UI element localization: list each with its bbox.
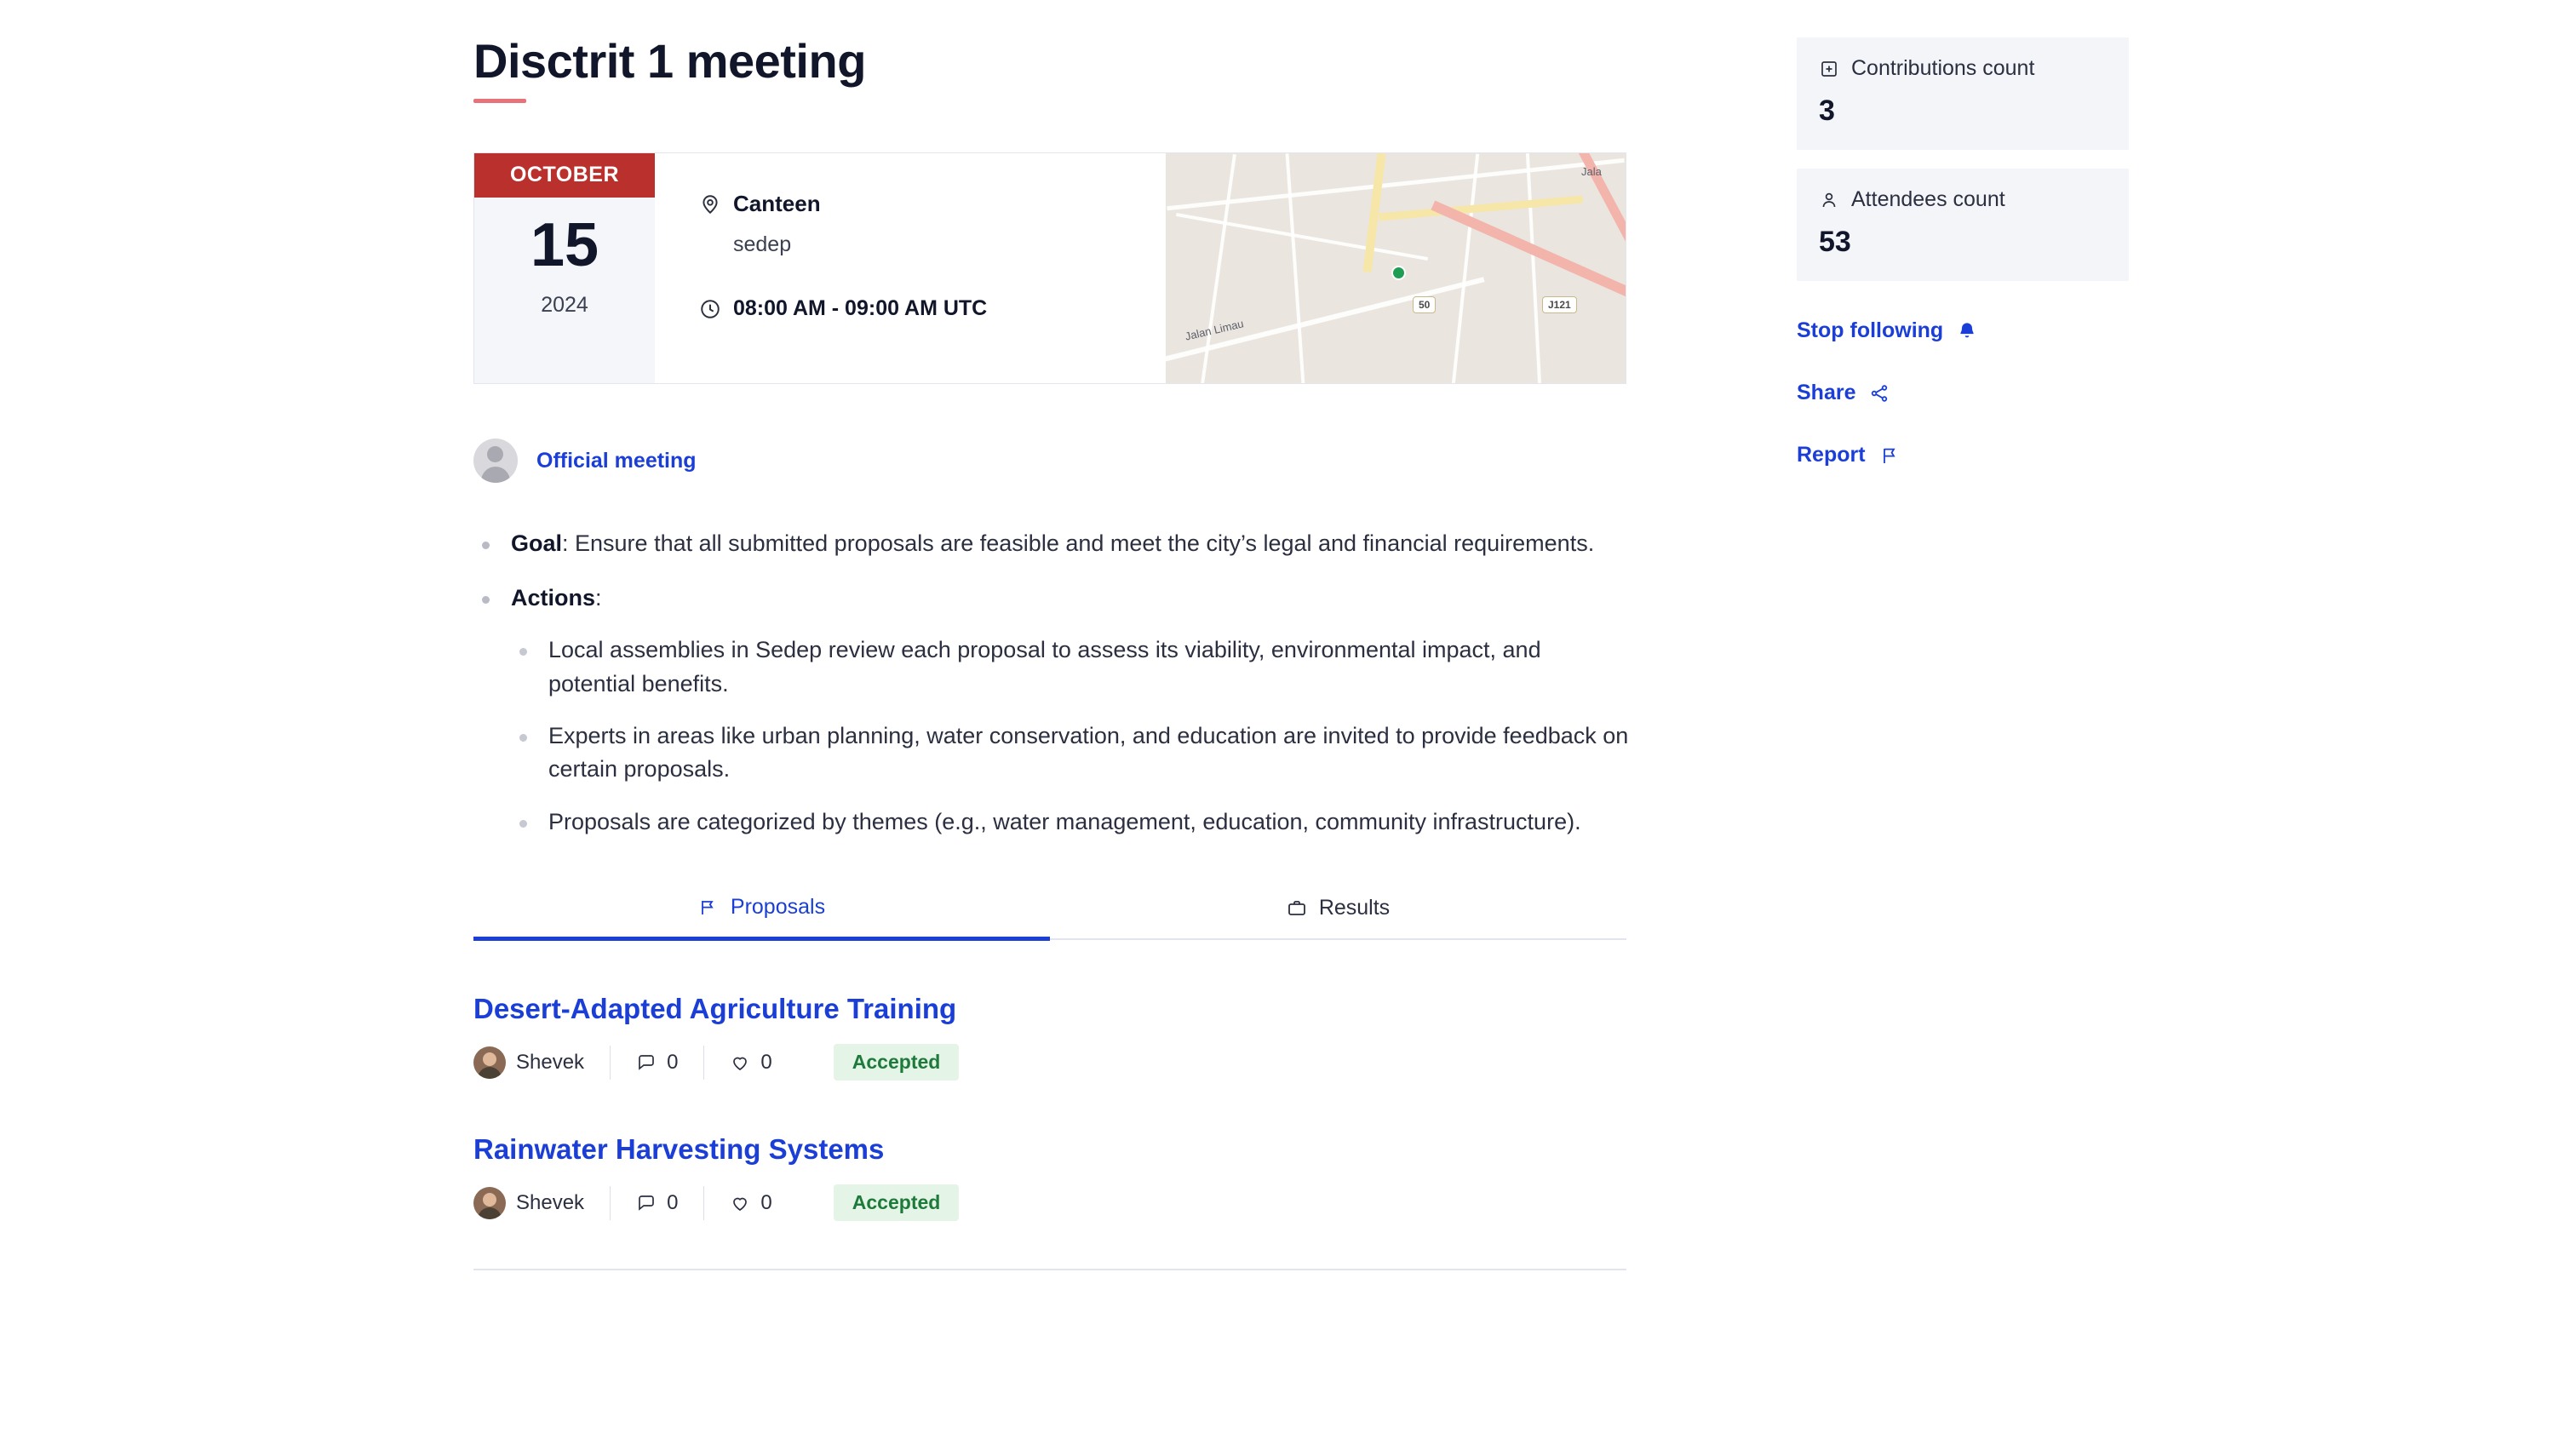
author-name[interactable]: Official meeting [536, 448, 697, 473]
proposal-endorsements [704, 1186, 797, 1220]
map-pin-icon [699, 193, 721, 215]
avatar [473, 439, 518, 483]
endorsement-icon [730, 1193, 750, 1213]
event-day: 15 [530, 211, 599, 280]
proposal-comments [611, 1186, 703, 1220]
proposal-icon [698, 897, 719, 918]
list-item [473, 993, 1632, 1081]
contributions-icon [1819, 59, 1839, 79]
status-badge: Accepted [834, 1044, 960, 1081]
tab-proposals-label: Proposals [730, 895, 826, 920]
stat-card-contributions [1797, 37, 2129, 150]
divider [473, 1269, 1626, 1270]
share-label: Share [1797, 381, 1856, 404]
event-time-row [699, 296, 1166, 321]
stat-header [1819, 187, 2107, 212]
event-location-sub: sedep [733, 232, 792, 257]
actions-colon: : [595, 584, 602, 610]
sidebar [1797, 37, 2129, 467]
stat-card-attendees [1797, 169, 2129, 281]
report-label: Report [1797, 443, 1866, 467]
stat-value: 3 [1819, 95, 1835, 127]
proposal-author-name: Shevek [516, 1190, 585, 1214]
tab-proposals[interactable] [473, 881, 1050, 941]
description-goal [473, 527, 1632, 560]
map-marker-icon [1391, 266, 1406, 280]
proposal-meta [473, 1044, 1632, 1081]
map-shield-1: 50 [1413, 296, 1436, 313]
event-month: OCTOBER [474, 153, 655, 198]
proposal-author [473, 1046, 610, 1080]
author-row[interactable] [473, 439, 1632, 483]
stat-label: Attendees count [1851, 187, 2005, 211]
map-label: Jalan Limau [1184, 317, 1245, 344]
meeting-description [473, 527, 1632, 839]
main-content [473, 0, 1632, 1270]
stat-label: Contributions count [1851, 56, 2035, 80]
description-actions [473, 582, 1632, 839]
endorsement-icon [730, 1052, 750, 1073]
report-button[interactable] [1797, 443, 2129, 467]
share-icon [1869, 383, 1890, 404]
stat-value: 53 [1819, 226, 1851, 258]
status-badge: Accepted [834, 1184, 960, 1221]
goal-text: : Ensure that all submitted proposals are feasible and meet the city’s legal and financial requirements. [562, 530, 1595, 557]
tab-results-label: Results [1318, 896, 1391, 920]
event-location-row [699, 191, 1166, 217]
share-button[interactable] [1797, 381, 2129, 405]
attendees-icon [1819, 190, 1839, 210]
event-map[interactable] [1166, 153, 1626, 383]
action-item: Proposals are categorized by themes (e.g., water management, education, community infrastructure). [511, 805, 1632, 839]
avatar [473, 1187, 506, 1219]
proposal-title[interactable]: Rainwater Harvesting Systems [473, 1133, 885, 1166]
proposal-title[interactable]: Desert-Adapted Agriculture Training [473, 993, 957, 1025]
event-year: 2024 [541, 293, 588, 318]
proposal-endorsements-count: 0 [760, 1050, 772, 1074]
action-item: Experts in areas like urban planning, water conservation, and education are invited to provide feedback on certain proposals. [511, 719, 1632, 787]
proposal-author [473, 1186, 610, 1220]
tab-results[interactable] [1050, 881, 1626, 938]
stat-header [1819, 56, 2107, 81]
proposal-comments-count: 0 [667, 1050, 679, 1074]
page-title: Disctrit 1 meeting [473, 34, 866, 88]
content-tabs [473, 881, 1626, 940]
action-item: Local assemblies in Sedep review each proposal to assess its viability, environmental impact, and potential benefits. [511, 633, 1632, 701]
proposal-endorsements [704, 1046, 797, 1080]
event-info [655, 153, 1166, 383]
stop-following-label: Stop following [1797, 318, 1944, 342]
comment-icon [636, 1193, 657, 1213]
clock-icon [699, 298, 721, 320]
stop-following-button[interactable] [1797, 318, 2129, 343]
flag-icon [1879, 445, 1900, 466]
event-card [473, 152, 1626, 384]
briefcase-icon [1287, 898, 1307, 919]
event-time: 08:00 AM - 09:00 AM UTC [733, 296, 988, 321]
goal-label: Goal [511, 530, 563, 557]
map-label-2: Jala [1581, 165, 1602, 179]
actions-label: Actions [511, 584, 596, 610]
bell-icon [1957, 321, 1977, 341]
map-shield-2: J121 [1542, 296, 1577, 313]
event-date-block [474, 153, 655, 383]
title-underline [473, 99, 526, 103]
proposal-comments [611, 1046, 703, 1080]
proposal-meta [473, 1184, 1632, 1221]
event-location-name: Canteen [733, 191, 821, 217]
proposal-author-name: Shevek [516, 1050, 585, 1074]
avatar [473, 1046, 506, 1079]
list-item [473, 1133, 1632, 1221]
proposal-comments-count: 0 [667, 1190, 679, 1214]
proposal-endorsements-count: 0 [760, 1190, 772, 1214]
comment-icon [636, 1052, 657, 1073]
